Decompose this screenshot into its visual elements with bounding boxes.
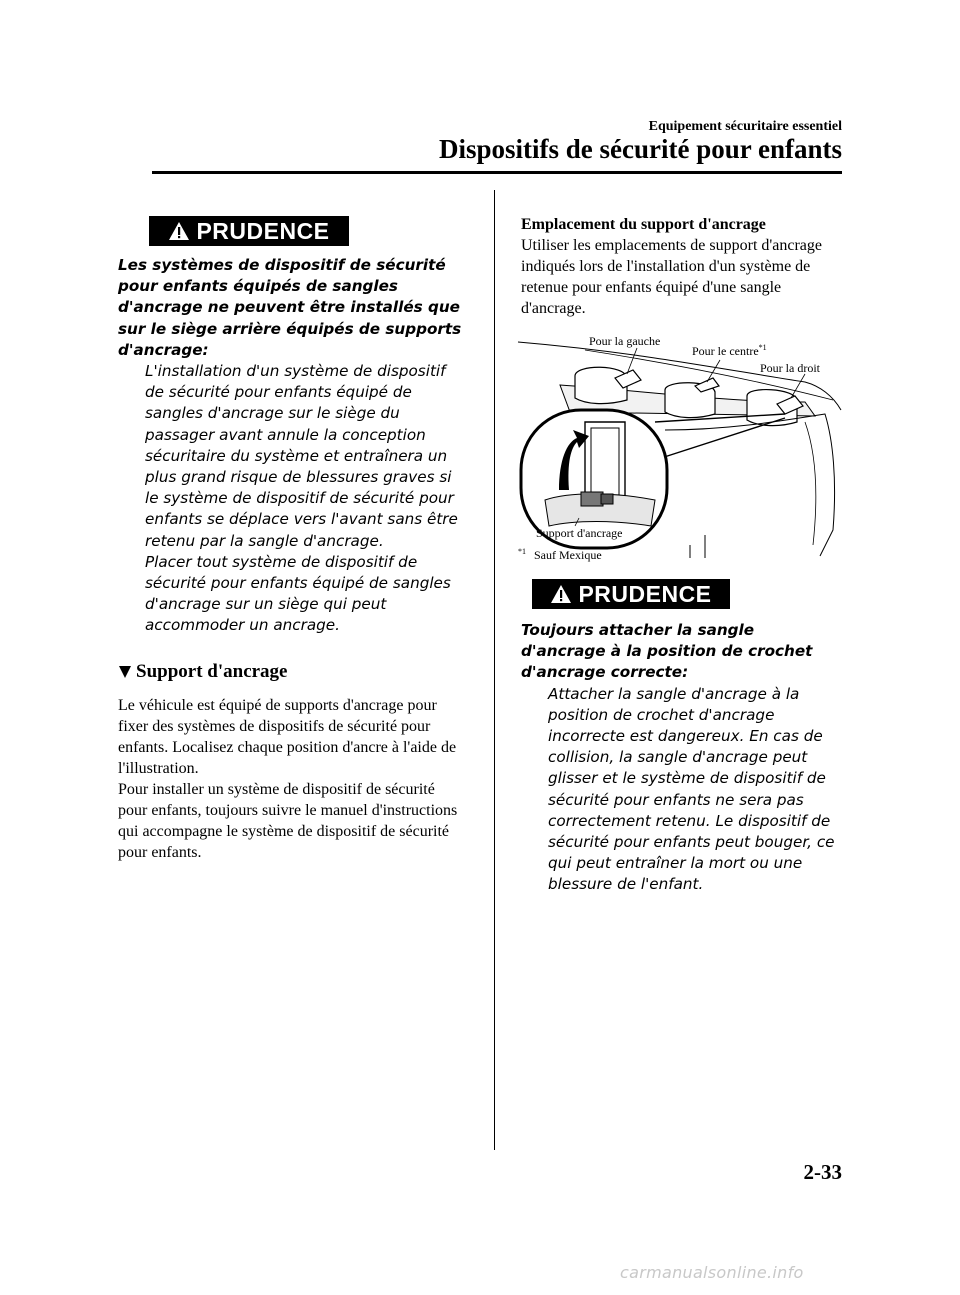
- caution-banner-2: [532, 579, 730, 609]
- caution-block-2: [521, 579, 841, 896]
- section-subtitle: Equipement sécuritaire essentiel: [648, 119, 842, 134]
- label-center: [692, 343, 767, 359]
- column-divider: [494, 190, 495, 1150]
- label-center-footnote-mark: *1: [758, 343, 767, 352]
- caution-body-3: Attacher la sangle d'ancrage à la position de crochet d'ancrage incorrecte est dangereux. En cas de collision, la sangle d'ancrage peut glisser et le système de dispositif de sécurité pour enfants ne sera pas correctement retenu. Le dispositif de sécurité pour enfants peut bouger, ce qui peut entraîner la mort ou une blessure de l'enfant.: [548, 684, 835, 894]
- page-number: 2-33: [803, 1160, 842, 1184]
- anchor-location-heading: Emplacement du support d'ancrage: [521, 216, 766, 233]
- section-heading: [118, 661, 468, 683]
- anchor-location-intro: Utiliser les emplacements de support d'ancrage indiqués lors de l'installation d'un système de retenue pour enfants équipé d'une sangle d'ancrage.: [521, 237, 822, 318]
- triangle-down-icon: [118, 665, 132, 679]
- warning-icon: [550, 584, 572, 604]
- label-right: Pour la droit: [760, 361, 820, 375]
- header-rule: [152, 171, 842, 174]
- page-title: Dispositifs de sécurité pour enfants: [438, 134, 842, 164]
- label-support: Support d'ancrage: [536, 526, 623, 540]
- body-paragraph-2: Pour installer un système de dispositif de sécurité pour enfants, toujours suivre le manuel d'instructions qui accompagne le système de dispositif de sécurité pour enfants.: [118, 781, 458, 862]
- label-center-text: Pour le centre: [692, 344, 759, 358]
- left-column: [118, 216, 468, 863]
- caution-label: PRUDENCE: [196, 217, 330, 244]
- footnote-text: Sauf Mexique: [534, 548, 602, 562]
- caution-body: L'installation d'un système de dispositif de sécurité pour enfants équipé de sangles d'ancrage sur le siège du passager avant annule la conception sécuritaire du système et entraînera un plus grand risque de blessures graves si le système de dispositif de sécurité pour enfants se déplace vers l'avant sans être retenu par la sangle d'ancrage.: [145, 362, 458, 550]
- caution-label-2: PRUDENCE: [578, 580, 712, 607]
- caution-lead: Les systèmes de dispositif de sécurité pour enfants équipés de sangles d'ancrage ne peuvent être installés que sur le siège arrière équipés de supports d'ancrage:: [118, 256, 462, 359]
- caution-lead-2: Toujours attacher la sangle d'ancrage à la position de crochet d'ancrage correcte:: [521, 621, 813, 682]
- caution-body-2: Placer tout système de dispositif de sécurité pour enfants équipé de sangles d'ancrage sur un siège qui peut accommoder un ancrage.: [145, 552, 451, 635]
- warning-icon: [168, 221, 190, 241]
- footnote-mark: *1: [518, 547, 526, 556]
- label-left: Pour la gauche: [589, 334, 661, 348]
- body-paragraph: Le véhicule est équipé de supports d'ancrage pour fixer des systèmes de dispositifs de sécurité pour enfants. Localisez chaque position d'ancre à l'aide de l'illustration.: [118, 696, 457, 777]
- watermark: carmanualsonline.info: [620, 1263, 804, 1282]
- right-column: [521, 214, 841, 319]
- caution-banner: [149, 216, 349, 246]
- section-heading-text: Support d'ancrage: [136, 660, 288, 682]
- footnote: [518, 547, 602, 563]
